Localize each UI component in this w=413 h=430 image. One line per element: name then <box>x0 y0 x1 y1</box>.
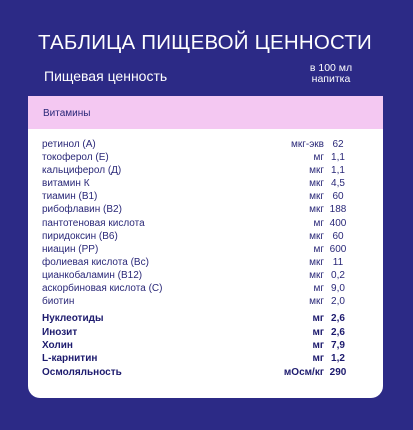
nutrient-unit: мкг <box>309 296 324 308</box>
nutrient-value: 2,6 <box>331 313 345 325</box>
nutrient-rows <box>28 139 383 380</box>
nutrient-name: аскорбиновая кислота (С) <box>42 283 163 295</box>
table-row <box>28 191 383 204</box>
nutrient-name: Холин <box>42 340 73 351</box>
nutrient-unit: мг <box>313 217 324 229</box>
table-row <box>28 283 383 296</box>
nutrient-name: Нуклеотиды <box>42 313 104 325</box>
nutrient-unit: мг <box>312 326 324 338</box>
nutrient-value: 9,0 <box>331 283 345 295</box>
table-row <box>28 367 383 380</box>
table-row <box>28 270 383 283</box>
nutrient-value: 290 <box>329 366 347 378</box>
nutrient-value: 600 <box>329 243 347 255</box>
nutrient-value: 2,6 <box>331 326 345 338</box>
nutrient-value: 60 <box>332 230 344 242</box>
nutrient-value: 1,1 <box>331 152 345 164</box>
nutrient-unit: мкг-экв <box>290 139 324 150</box>
nutrient-name: биотин <box>42 296 75 308</box>
nutrient-unit: мкг <box>309 256 324 268</box>
nutrient-unit: мкг <box>309 191 324 203</box>
nutrition-table <box>28 96 383 398</box>
nutrient-unit: мг <box>313 152 324 164</box>
nutrient-unit: мг <box>313 243 324 255</box>
nutrient-name: рибофлавин (В2) <box>42 204 122 216</box>
nutrient-value: 1,1 <box>331 165 345 177</box>
table-row <box>28 204 383 217</box>
nutrient-name: Инозит <box>42 326 78 338</box>
nutrient-value: 4,5 <box>331 178 345 190</box>
per-serving-line-2: напитка <box>311 73 351 85</box>
nutrient-name: L-карнитин <box>42 353 98 365</box>
nutrient-value: 188 <box>329 204 347 216</box>
table-row <box>28 244 383 257</box>
section-header-vitamins <box>28 96 383 129</box>
nutrient-unit: мг <box>312 313 324 325</box>
table-row <box>28 152 383 165</box>
nutrient-unit: мг <box>312 340 324 351</box>
nutrient-name: пиридоксин (В6) <box>42 230 118 242</box>
per-serving-label <box>296 63 366 85</box>
nutrient-value: 7,9 <box>331 340 345 351</box>
nutrient-name: витамин К <box>42 178 90 190</box>
nutrient-unit: мОсм/кг <box>283 366 324 378</box>
table-row <box>28 231 383 244</box>
nutrient-unit: мкг <box>309 230 324 242</box>
table-row <box>28 327 383 340</box>
nutrient-value: 2,0 <box>331 296 345 308</box>
nutrient-name: ретинол (А) <box>42 139 96 150</box>
nutrient-unit: мкг <box>309 269 324 281</box>
nutrient-unit: мкг <box>309 165 324 177</box>
table-row <box>28 296 383 309</box>
nutrient-value: 11 <box>332 256 344 268</box>
table-row <box>28 165 383 178</box>
page-title: ТАБЛИЦА ПИЩЕВОЙ ЦЕННОСТИ <box>38 31 372 54</box>
nutrient-value: 62 <box>332 139 344 150</box>
table-row <box>28 139 383 152</box>
table-row <box>28 218 383 231</box>
nutrient-name: цианкобаламин (В12) <box>42 269 143 281</box>
nutrient-name: кальциферол (Д) <box>42 165 122 177</box>
per-serving-line-1: в 100 мл <box>309 62 353 74</box>
nutrient-name: тиамин (В1) <box>42 191 98 203</box>
nutrient-name: пантотеновая кислота <box>42 217 145 229</box>
nutrient-value: 400 <box>329 217 347 229</box>
nutrient-unit: мг <box>313 283 324 295</box>
nutrient-unit: мкг <box>309 204 324 216</box>
section-label: Витамины <box>43 108 91 119</box>
nutrient-value: 0,2 <box>331 269 345 281</box>
nutrient-name: Осмоляльность <box>42 366 122 378</box>
table-subtitle: Пищевая ценность <box>44 68 168 84</box>
table-row <box>28 178 383 191</box>
nutrient-value: 60 <box>332 191 344 203</box>
nutrient-unit: мг <box>312 353 324 365</box>
table-row <box>28 313 383 326</box>
table-row <box>28 353 383 366</box>
table-row <box>28 340 383 353</box>
nutrient-name: фолиевая кислота (Вс) <box>42 256 149 268</box>
table-row <box>28 257 383 270</box>
nutrient-name: токоферол (Е) <box>42 152 109 164</box>
nutrient-value: 1,2 <box>331 353 345 365</box>
nutrient-name: ниацин (РР) <box>42 243 99 255</box>
nutrient-unit: мкг <box>309 178 324 190</box>
